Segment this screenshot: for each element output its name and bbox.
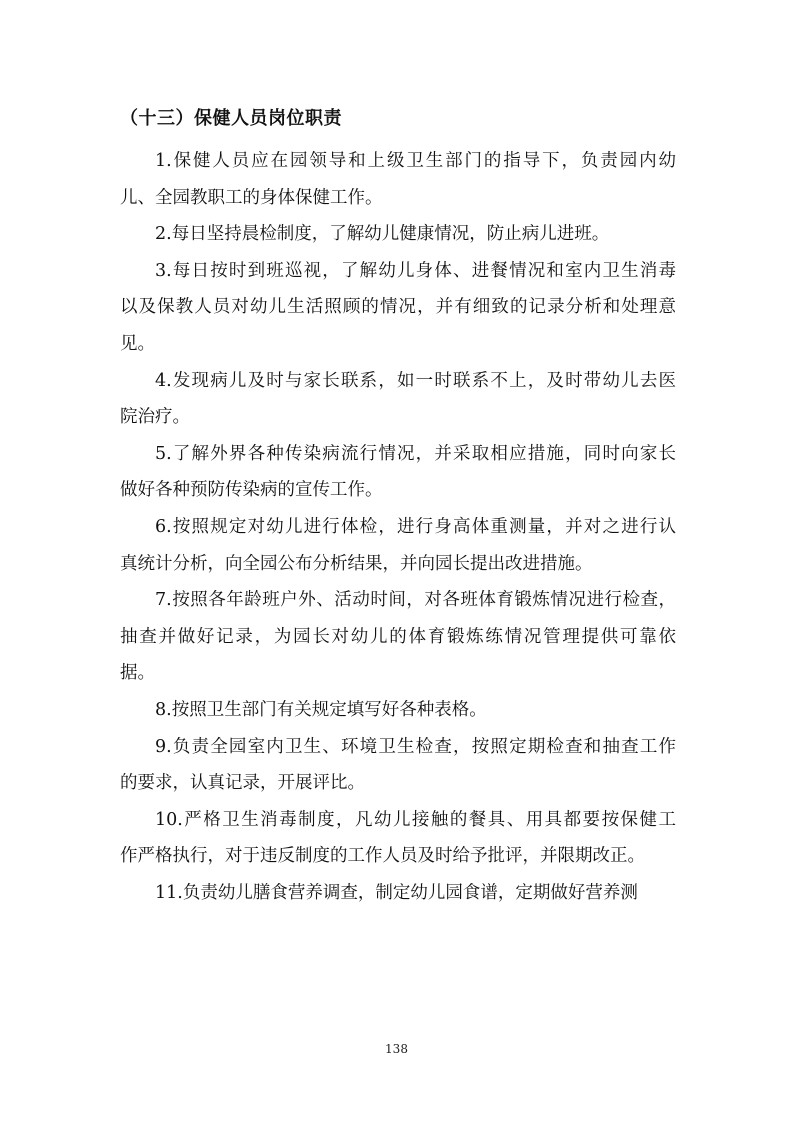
paragraph-line: 1.保健人员应在园领导和上级卫生部门的指导下，负责园内幼 bbox=[155, 151, 676, 171]
paragraph bbox=[120, 253, 676, 363]
paragraph-line: 11.负责幼儿膳食营养调查，制定幼儿园食谱，定期做好营养测 bbox=[155, 882, 638, 903]
paragraph-line: 做好各种预防传染病的宣传工作。 bbox=[120, 480, 383, 501]
paragraph-line: 4.发现病儿及时与家长联系，如一时联系不上，及时带幼儿去医 bbox=[155, 370, 676, 391]
paragraph-line: 9.负责全园室内卫生、环境卫生检查，按照定期检查和抽查工作 bbox=[155, 736, 676, 757]
paragraph-line: 7.按照各年龄班户外、活动时间，对各班体育锻炼情况进行检查， bbox=[155, 590, 676, 611]
paragraph bbox=[120, 509, 676, 582]
paragraph-line: 见。 bbox=[120, 333, 155, 354]
paragraph-line: 5.了解外界各种传染病流行情况，并采取相应措施，同时向家长 bbox=[155, 443, 676, 464]
paragraph-line: 作严格执行，对于违反制度的工作人员及时给予批评，并限期改正。 bbox=[120, 846, 645, 867]
paragraph-line: 儿、全园教职工的身体保健工作。 bbox=[120, 187, 383, 208]
paragraph-line: 以及保教人员对幼儿生活照顾的情况，并有细致的记录分析和处理意 bbox=[120, 297, 676, 318]
paragraph-line: 的要求，认真记录，开展评比。 bbox=[120, 773, 365, 794]
paragraph-line: 真统计分析，向全园公布分析结果，并向园长提出改进措施。 bbox=[120, 553, 593, 574]
paragraph bbox=[120, 875, 676, 912]
paragraph-line: 2.每日坚持晨检制度，了解幼儿健康情况，防止病儿进班。 bbox=[155, 224, 610, 245]
paragraph bbox=[120, 692, 676, 729]
paragraph bbox=[120, 143, 676, 216]
section-heading: （十三）保健人员岗位职责 bbox=[120, 108, 342, 129]
paragraph-line: 院治疗。 bbox=[120, 407, 190, 428]
paragraph-line: 10.严格卫生消毒制度，凡幼儿接触的餐具、用具都要按保健工 bbox=[155, 809, 676, 830]
paragraph bbox=[120, 216, 676, 253]
paragraph-line: 3.每日按时到班巡视，了解幼儿身体、进餐情况和室内卫生消毒 bbox=[155, 260, 676, 281]
paragraph bbox=[120, 363, 676, 436]
document-body bbox=[120, 143, 676, 911]
paragraph bbox=[120, 729, 676, 802]
paragraph bbox=[120, 436, 676, 509]
paragraph-line: 8.按照卫生部门有关规定填写好各种表格。 bbox=[155, 699, 487, 720]
paragraph bbox=[120, 802, 676, 875]
paragraph-line: 6.按照规定对幼儿进行体检，进行身高体重测量，并对之进行认 bbox=[155, 516, 676, 537]
paragraph bbox=[120, 582, 676, 692]
paragraph-line: 抽查并做好记录，为园长对幼儿的体育锻炼练情况管理提供可靠依 bbox=[120, 626, 676, 647]
paragraph-line: 据。 bbox=[120, 663, 155, 684]
page-number: 138 bbox=[385, 1042, 408, 1056]
